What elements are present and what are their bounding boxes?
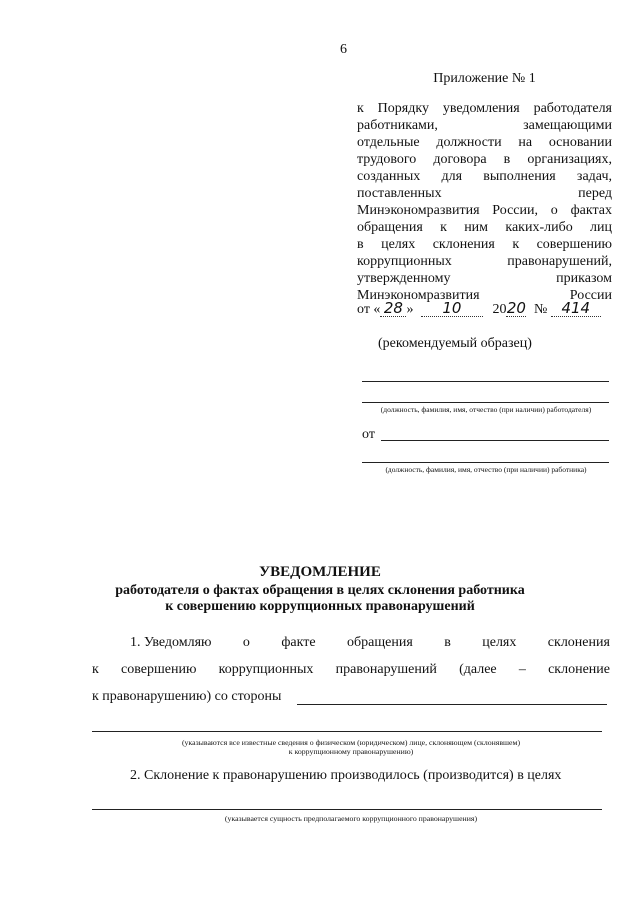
word: 1. Уведомляю bbox=[130, 635, 212, 650]
word: обращения bbox=[347, 635, 413, 650]
order-number: 414 bbox=[551, 300, 601, 317]
employee-line bbox=[381, 440, 609, 441]
appendix-line: отдельные должности на основании bbox=[357, 135, 612, 150]
word: к bbox=[92, 662, 99, 677]
word: склонение bbox=[548, 662, 610, 677]
word: совершению bbox=[121, 662, 197, 677]
notice-title: УВЕДОМЛЕНИЕ bbox=[259, 564, 381, 580]
notice-subtitle: к совершению коррупционных правонарушений bbox=[165, 599, 475, 614]
employee-line bbox=[362, 462, 609, 463]
sample-label: (рекомендуемый образец) bbox=[378, 336, 532, 351]
appendix-line: в целях склонения к совершению bbox=[357, 237, 612, 252]
appendix-line: работниками, замещающими bbox=[357, 118, 612, 133]
word: в bbox=[444, 635, 451, 650]
order-mid: » bbox=[406, 302, 414, 317]
appendix-line: трудового договора в организациях, bbox=[357, 152, 612, 167]
word: о bbox=[242, 635, 250, 650]
page-number: 6 bbox=[340, 42, 347, 57]
employer-caption: (должность, фамилия, имя, отчество (при наличии) работодателя) bbox=[380, 405, 592, 414]
appendix-line: поставленных перед bbox=[357, 186, 612, 201]
paragraph-1-caption: (указываются все известные сведения о физическом (юридическом) лице, склоняющем (склонявшем) bbox=[181, 738, 521, 747]
order-year-prefix: 20 bbox=[492, 302, 507, 317]
fill-line bbox=[92, 809, 602, 810]
from-label: от bbox=[362, 427, 375, 442]
order-day: 28 bbox=[380, 300, 406, 317]
employee-caption: (должность, фамилия, имя, отчество (при наличии) работника) bbox=[385, 465, 587, 474]
order-number-label: № bbox=[533, 302, 548, 317]
paragraph-1-line bbox=[92, 662, 610, 678]
notice-subtitle: работодателя о фактах обращения в целях склонения работника bbox=[115, 583, 525, 598]
word: (далее bbox=[459, 662, 497, 677]
appendix-line: утвержденному приказом bbox=[357, 271, 612, 286]
appendix-line: к Порядку уведомления работодателя bbox=[357, 101, 612, 116]
word: коррупционных bbox=[218, 662, 314, 677]
paragraph-1-line bbox=[130, 635, 610, 651]
paragraph-2-caption: (указывается сущность предполагаемого коррупционного правонарушения) bbox=[224, 814, 478, 823]
word: правонарушений bbox=[335, 662, 437, 677]
employer-line bbox=[362, 402, 609, 403]
fill-line bbox=[92, 731, 602, 732]
appendix-line: Минэкономразвития России, о фактах bbox=[357, 203, 612, 218]
word: склонения bbox=[547, 635, 610, 650]
appendix-block bbox=[357, 71, 612, 304]
word: целях bbox=[482, 635, 517, 650]
order-month: 10 bbox=[421, 300, 483, 317]
fill-line bbox=[297, 704, 607, 705]
employer-line bbox=[362, 381, 609, 382]
appendix-line: созданных для выполнения задач, bbox=[357, 169, 612, 184]
order-date-number bbox=[357, 300, 601, 318]
appendix-line: коррупционных правонарушений, bbox=[357, 254, 612, 269]
order-prefix: от « bbox=[357, 302, 381, 317]
word: факте bbox=[281, 635, 316, 650]
paragraph-1-line: к правонарушению) со стороны bbox=[92, 689, 282, 704]
appendix-line: Минэкономразвития России bbox=[357, 288, 612, 303]
paragraph-2-text: 2. Склонение к правонарушению производилось (производится) в целях bbox=[130, 768, 562, 783]
appendix-title: Приложение № 1 bbox=[433, 71, 536, 86]
word: – bbox=[518, 662, 526, 677]
appendix-line: обращения к ним каких-либо лиц bbox=[357, 220, 612, 235]
order-year-suffix: 20 bbox=[506, 299, 526, 317]
paragraph-1-caption: к коррупционному правонарушению) bbox=[288, 747, 414, 756]
